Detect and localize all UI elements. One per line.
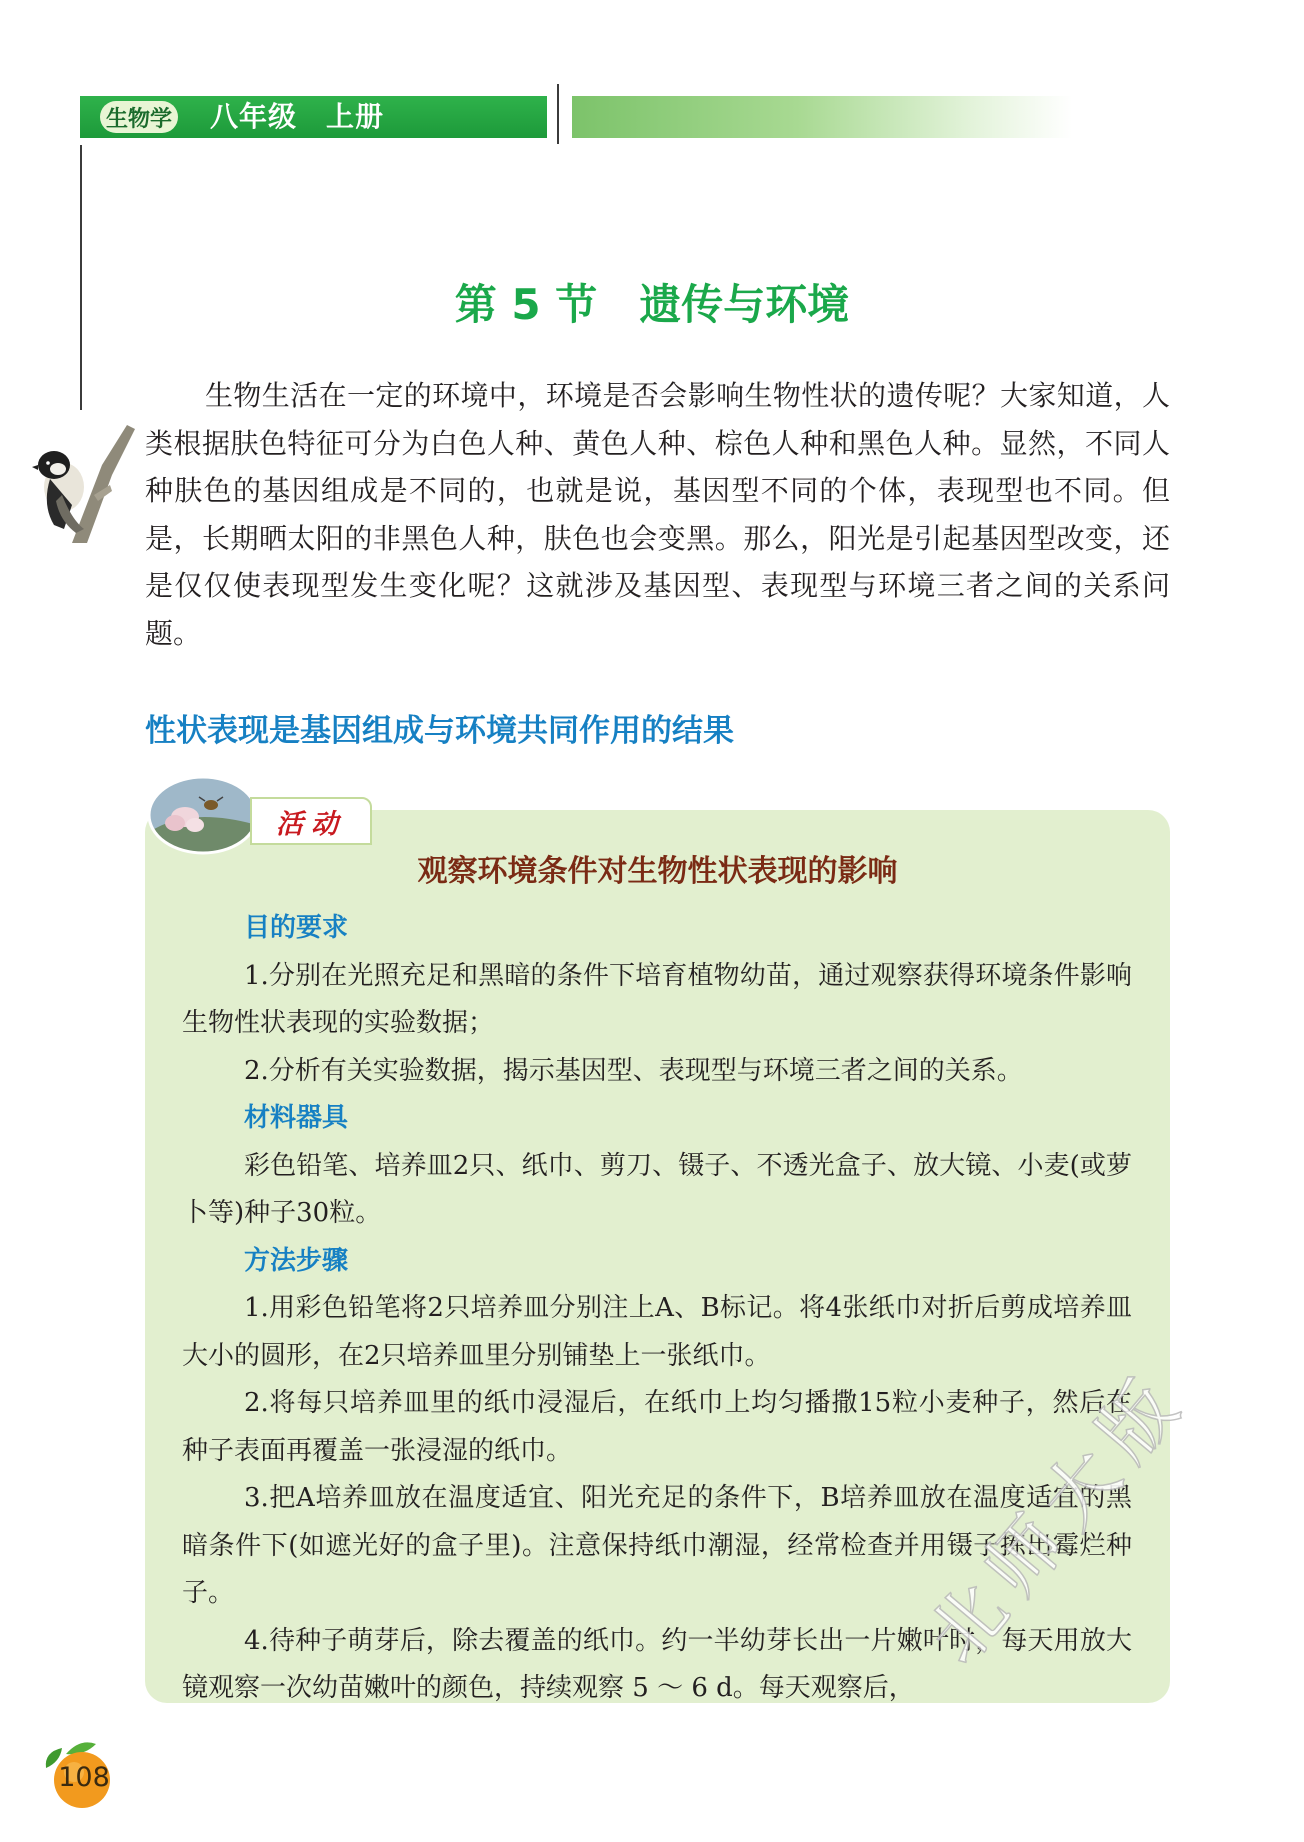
purpose-heading: 目的要求 [244,913,349,943]
activity-title: 观察环境条件对生物性状表现的影响 [417,854,898,889]
steps-heading: 方法步骤 [244,1245,349,1276]
section-number: 第 5 节 [454,280,598,329]
purpose-item: 1.分别在光照充足和黑暗的条件下培育植物幼苗，通过观察获得环境条件影响生物性状表现的实验数据； [182,960,1132,1038]
bee-flower-photo [145,775,257,855]
header-gradient-band [572,96,1072,138]
purpose-item: 2.分析有关实验数据，揭示基因型、表现型与环境三者之间的关系。 [244,1055,1023,1086]
section-title-text: 遗传与环境 [639,280,850,329]
step-item: 3.把A培养皿放在温度适宜、阳光充足的条件下，B培养皿放在温度适宜的黑暗条件下(如遮光好的盒子里)。注意保持纸巾潮湿，经常检查并用镊子拣出霉烂种子。 [182,1483,1132,1608]
subheading: 性状表现是基因组成与环境共同作用的结果 [145,713,734,749]
materials-heading: 材料器具 [244,1103,349,1133]
bird-illustration [32,425,137,543]
subject-badge: 生物学 [100,101,178,133]
step-item: 2.将每只培养皿里的纸巾浸湿后，在纸巾上均匀播撒15粒小麦种子，然后在种子表面再覆盖一张浸湿的纸巾。 [182,1388,1132,1466]
publisher-watermark: 北师大版 [911,1354,1204,1680]
page-number: 108 [58,1762,110,1793]
section-title [0,272,1304,332]
step-item: 1.用彩色铅笔将2只培养皿分别注上A、B标记。将4张纸巾对折后剪成培养皿大小的圆形，在2只培养皿里分别铺垫上一张纸巾。 [182,1293,1132,1371]
intro-paragraph: 生物生活在一定的环境中，环境是否会影响生物性状的遗传呢？大家知道，人类根据肤色特征可分为白色人种、黄色人种、棕色人种和黑色人种。显然，不同人种肤色的基因组成是不同的，也就是说，基因型不同的个体，表现型也不同。但是，长期晒太阳的非黑色人种，肤色也会变黑。那么，阳光是引起基因型改变，还是仅仅使表现型发生变化呢？这就涉及基因型、表现型与环境三者之间的关系问题。 [145,379,1170,650]
activity-tag: 活动 [250,797,372,845]
header-divider [557,84,559,144]
grade-label: 八年级 上册 [210,100,385,133]
step-item: 4.待种子萌芽后，除去覆盖的纸巾。约一半幼芽长出一片嫩叶时，每天用放大镜观察一次幼苗嫩叶的颜色，持续观察 5 ～ 6 d。每天观察后， [182,1625,1132,1703]
materials-text: 彩色铅笔、培养皿2只、纸巾、剪刀、镊子、不透光盒子、放大镜、小麦(或萝卜等)种子30粒。 [182,1150,1132,1228]
